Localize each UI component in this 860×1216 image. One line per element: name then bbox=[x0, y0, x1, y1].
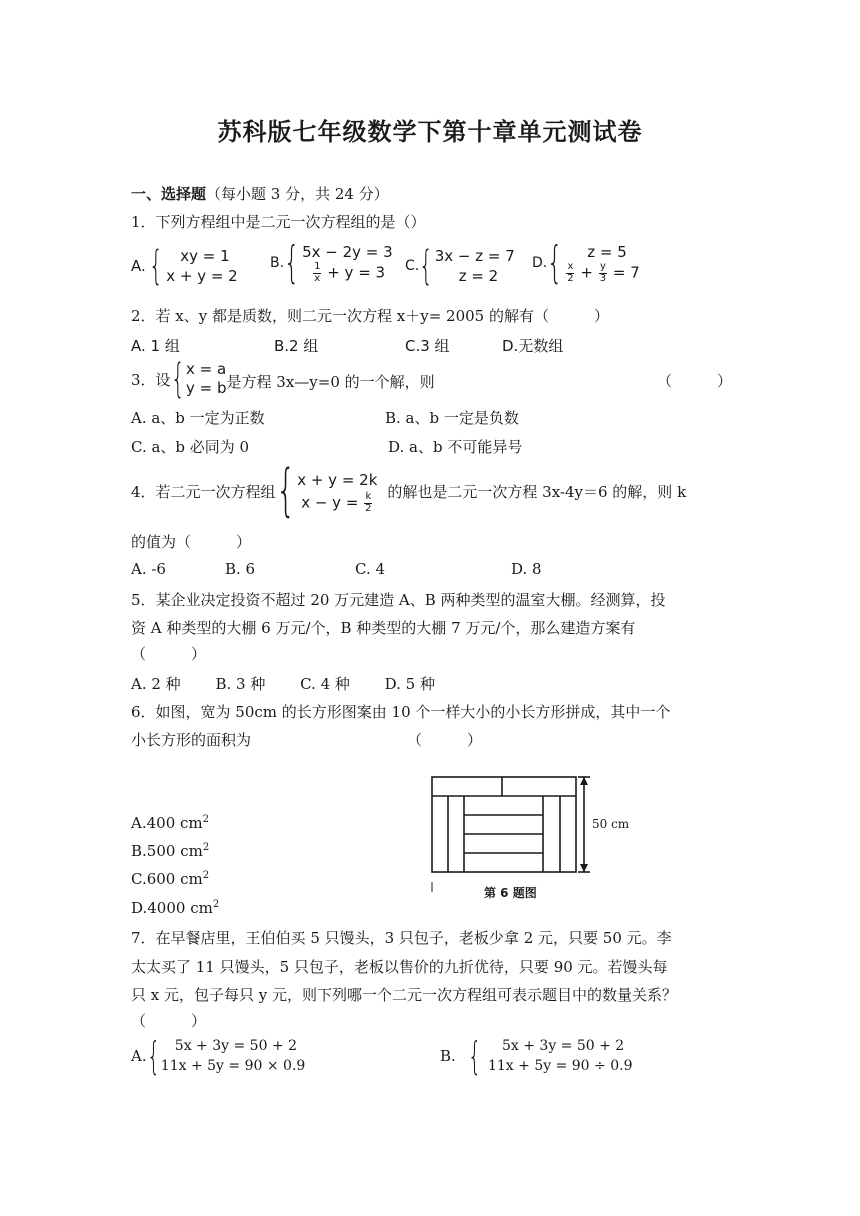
q7-line4: （ ） bbox=[131, 1012, 207, 1030]
q3-line2: y = b bbox=[186, 379, 227, 397]
q3-paren: （ ） bbox=[657, 372, 733, 390]
q3-line1: x = a bbox=[186, 360, 227, 378]
q3-option-b: B. a、b 一定是负数 bbox=[385, 409, 519, 427]
q6-option-c: C.600 $cm^2$ bbox=[131, 870, 210, 888]
q4-option-d: D. 8 bbox=[511, 560, 542, 578]
q6-option-a: A.400 $cm^2$ bbox=[131, 814, 209, 832]
q6-option-b: B.500 $cm^2$ bbox=[131, 842, 210, 860]
q7-b-line1: 5x + 3y = 50 + 2 bbox=[501, 1038, 625, 1054]
q4-suffix: 的解也是二元一次方程 3x-4y＝6 的解，则 k bbox=[387, 482, 687, 501]
q2-option-d: D.无数组 bbox=[502, 337, 564, 355]
q6-line2: 小长方形的面积为 bbox=[131, 731, 252, 749]
q4-option-c: C. 4 bbox=[355, 560, 386, 578]
q5-line1: 5．某企业决定投资不超过 20 万元建造 A、B 两种类型的温室大棚。经测算，投 bbox=[131, 591, 666, 609]
section-heading-label: 一、选择题 bbox=[131, 185, 207, 203]
section-heading-note: （每小题 3 分，共 24 分） bbox=[206, 185, 389, 203]
figure-caption: 第 6 题图 bbox=[484, 886, 537, 900]
q2-stem: 2．若 x、y 都是质数，则二元一次方程 x＋y= 2005 的解有（ ） bbox=[131, 307, 609, 325]
left-brace-icon: { bbox=[547, 237, 563, 288]
q7-b-line2: 11x + 5y = 90 ÷ 0.9 bbox=[487, 1058, 633, 1074]
q1-c-label: C. bbox=[405, 258, 420, 274]
outer-rectangle bbox=[432, 777, 576, 872]
page-title: 苏科版七年级数学下第十章单元测试卷 bbox=[217, 118, 643, 146]
q4-option-a: A. -6 bbox=[131, 560, 166, 578]
q6-paren: （ ） bbox=[407, 731, 483, 749]
q1-option-d bbox=[532, 237, 640, 288]
q6-option-d: D.4000 $cm^2$ bbox=[131, 899, 220, 917]
rectangle-tiling-diagram bbox=[428, 772, 628, 902]
q3-option-c: C. a、b 必同为 0 bbox=[131, 438, 250, 456]
q3-stem bbox=[131, 356, 435, 402]
left-brace-icon: { bbox=[170, 356, 185, 402]
q7-a-line2: 11x + 5y = 90 × 0.9 bbox=[160, 1058, 306, 1074]
left-brace-icon: { bbox=[146, 1034, 160, 1078]
section-heading bbox=[131, 183, 389, 204]
q7-option-b bbox=[440, 1036, 632, 1076]
q4-line2: x − y = $\frac{k}{2}$ bbox=[301, 491, 372, 514]
q1-a-label: A. bbox=[131, 257, 146, 275]
q1-b-label: B. bbox=[270, 255, 285, 271]
q1-d-label: D. bbox=[532, 255, 548, 271]
q1-c-line2: z = 2 bbox=[458, 267, 499, 285]
q7-b-label: B. bbox=[440, 1047, 456, 1065]
left-brace-icon: { bbox=[275, 458, 296, 523]
q3-option-d: D. a、b 不可能异号 bbox=[388, 438, 523, 456]
q4-continuation: 的值为（ ） bbox=[131, 533, 252, 551]
q5-line2: 资 A 种类型的大棚 6 万元/个，B 种类型的大棚 7 万元/个，那么建造方案有 bbox=[131, 619, 636, 637]
q7-line3: 只 x 元，包子每只 y 元，则下列哪一个二元一次方程组可表示题目中的数量关系？ bbox=[131, 986, 678, 1004]
q4-line1: x + y = 2k bbox=[297, 471, 378, 489]
q1-a-line1: xy = 1 bbox=[180, 247, 230, 265]
q2-option-c: C.3 组 bbox=[405, 337, 450, 355]
q6-figure bbox=[428, 772, 628, 906]
q7-line1: 7．在早餐店里，王伯伯买 5 只馒头，3 只包子，老板少拿 2 元，只要 50 元。李 bbox=[131, 929, 672, 947]
q6-line1: 6．如图，宽为 50cm 的长方形图案由 10 个一样大小的小长方形拼成，其中一个 bbox=[131, 703, 671, 721]
q5-line3: （ ） bbox=[131, 645, 207, 663]
left-brace-icon: { bbox=[284, 237, 300, 288]
q4-stem bbox=[131, 458, 687, 523]
arrow-down-icon bbox=[580, 864, 588, 872]
q2-option-b: B.2 组 bbox=[274, 337, 319, 355]
q1-d-line1: z = 5 bbox=[587, 243, 627, 261]
figure-dimension-label: 50 cm bbox=[592, 817, 630, 831]
q1-c-line1: 3x − z = 7 bbox=[434, 247, 515, 265]
arrow-up-icon bbox=[580, 777, 588, 785]
q1-b-line1: 5x − 2y = 3 bbox=[302, 243, 393, 261]
q1-option-c bbox=[405, 243, 515, 289]
q7-option-a bbox=[131, 1036, 305, 1076]
q1-option-a bbox=[131, 243, 238, 289]
left-brace-icon: { bbox=[419, 243, 434, 289]
q4-option-b: B. 6 bbox=[225, 560, 256, 578]
q7-line2: 太太买了 11 只馒头，5 只包子，老板以售价的九折优待，只要 90 元。若馒头每 bbox=[131, 958, 668, 976]
q3-suffix: 是方程 3x—y=0 的一个解，则 bbox=[226, 372, 435, 391]
left-brace-icon: { bbox=[148, 243, 163, 289]
q3-prefix: 3．设 bbox=[131, 370, 171, 389]
q7-a-line1: 5x + 3y = 50 + 2 bbox=[174, 1038, 298, 1054]
q1-stem: 1．下列方程组中是二元一次方程组的是（） bbox=[131, 213, 426, 231]
q5-options: A. 2 种 B. 3 种 C. 4 种 D. 5 种 bbox=[131, 675, 435, 693]
q1-b-line2: $\frac{1}{x}$ + y = 3 bbox=[314, 261, 386, 284]
left-brace-icon: { bbox=[467, 1034, 482, 1078]
q2-option-a: A. 1 组 bbox=[131, 337, 180, 355]
q4-prefix: 4．若二元一次方程组 bbox=[131, 482, 276, 501]
q7-a-label: A. bbox=[131, 1047, 147, 1065]
q1-option-b bbox=[270, 237, 393, 288]
q1-a-line2: x + y = 2 bbox=[166, 267, 238, 285]
q3-option-a: A. a、b 一定为正数 bbox=[131, 409, 265, 427]
q1-d-line2: $\frac{x}{2}$ + $\frac{y}{3}$ = 7 bbox=[567, 261, 640, 284]
